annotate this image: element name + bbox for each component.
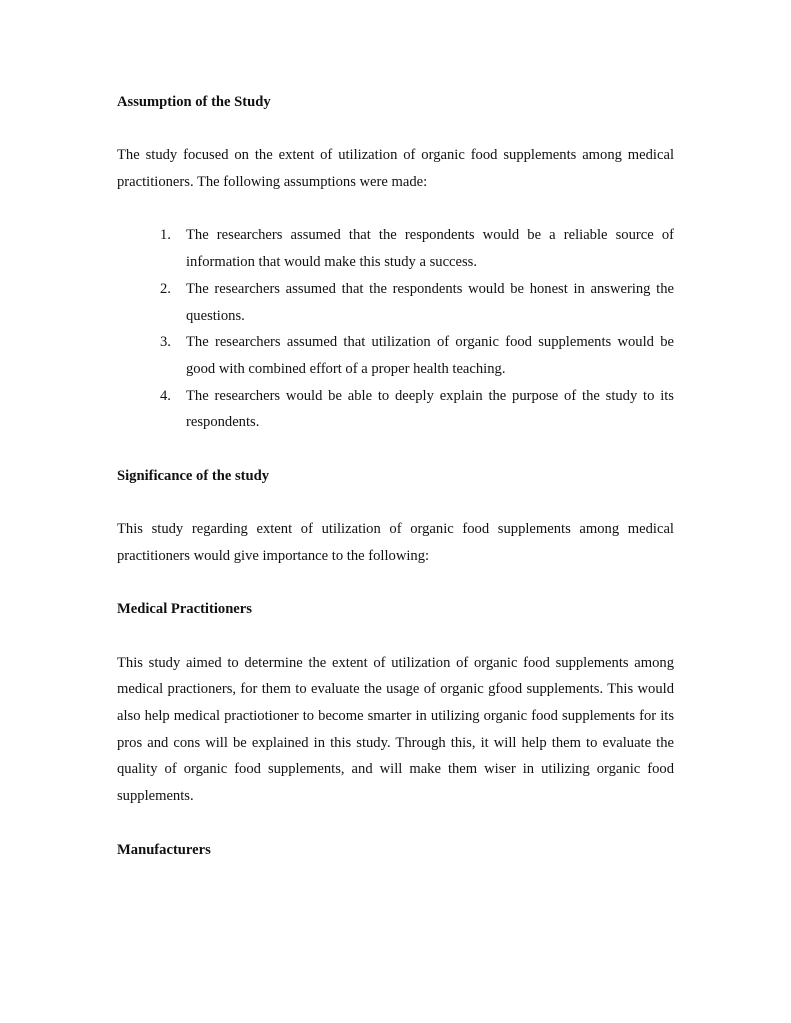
assumption-intro: The study focused on the extent of utilization of organic food supplements among medical practitioners. The following assumptions were made: (117, 147, 674, 191)
list-item (117, 276, 674, 329)
manufacturers-heading: Manufacturers (117, 841, 211, 858)
medical-practitioners-heading: Medical Practitioners (117, 601, 252, 618)
medical-practitioners-body: This study aimed to determine the extent of utilization of organic food supplements among medical practioners, for them to evaluate the usage of organic gfood supplements. This would also help medical practiotioner to become smarter in utilizing organic food supplements for its pros and cons will be explained in this study. Through this, it will help them to evaluate the quality of organic food supplements, and will make them wiser in utilizing organic food supplements. (117, 654, 674, 805)
list-item-number: 4. (160, 387, 171, 404)
significance-intro: This study regarding extent of utilization of organic food supplements among medical practitioners would give importance to the following: (117, 521, 674, 564)
list-item-text: The researchers would be able to deeply explain the purpose of the study to its respondents. (186, 387, 674, 431)
list-item-number: 3. (160, 334, 171, 351)
assumption-heading: Assumption of the Study (117, 94, 271, 110)
list-item-number: 2. (160, 280, 171, 297)
list-item (117, 222, 674, 275)
list-item (117, 383, 674, 436)
significance-heading: Significance of the study (117, 467, 270, 484)
list-item-number: 1. (160, 227, 171, 244)
list-item-text: The researchers assumed that utilization of organic food supplements would be good with combined effort of a proper health teaching. (186, 334, 674, 377)
list-item (117, 329, 674, 382)
list-item-text: The researchers assumed that the respondents would be a reliable source of information that would make this study a success. (186, 227, 674, 271)
assumption-list (117, 222, 674, 436)
document-page (117, 89, 674, 890)
list-item-text: The researchers assumed that the respondents would be honest in answering the questions. (186, 280, 674, 324)
